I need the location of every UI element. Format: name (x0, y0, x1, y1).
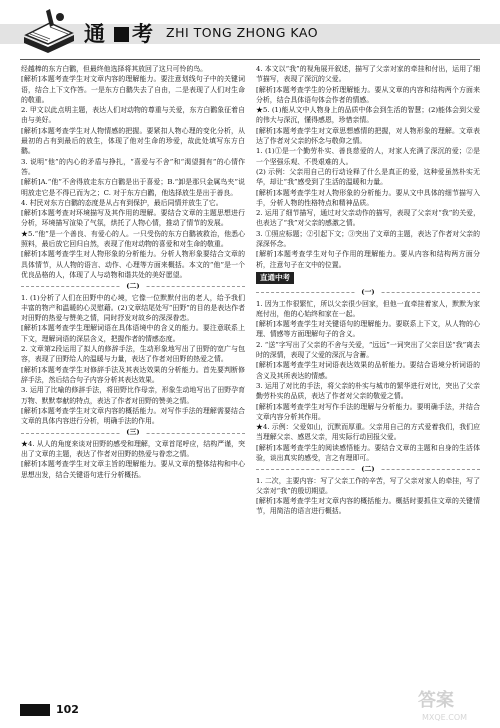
section-heading: (二) (21, 281, 245, 291)
analysis-paragraph: [解析]本题考查学生对词语表达效果的品析能力。要结合语境分析词语的含义及其所表达的情感。 (256, 361, 480, 380)
header-pinyin: ZHI TONG ZHONG KAO (166, 25, 319, 40)
paragraph: 1. (1)①是一个勤劳朴实、善良慈爱的人，对家人充满了深沉的爱；②是一个坚强乐观、不畏艰难的人。 (256, 147, 480, 166)
paragraph: ★4. 示例：父爱如山，沉默而厚重。父亲用自己的方式爱着我们，我们应当理解父亲、感恩父亲，用实际行动回报父爱。 (256, 423, 480, 442)
paragraph: ★4. 从人的角度来谈对田野的感受和理解，文章首尾呼应，结构严谨，突出了文章的主题，表达了作者对田野的热爱与眷恋之情。 (21, 439, 245, 458)
analysis-paragraph: [解析]本题考查学生对文章思想感情的把握，对人物形象的理解。文章表达了作者对父亲的怀念与敬仰之情。 (256, 126, 480, 146)
analysis-paragraph: [解析]本题考查学生对修辞手法及其表达效果的分析能力。首先要判断修辞手法，然后结合句子内容分析其表达效果。 (21, 365, 245, 384)
analysis-paragraph: [解析]本题考查学生对关键语句的理解能力。要联系上下文，从人物的心理、情感等方面理解句子的含义。 (256, 320, 480, 339)
zhitong-zhongkao-tag: 直通中考 (256, 272, 294, 284)
analysis-paragraph: [解析]本题考查学生对文章内容的理解能力。要注意划线句子中的关键词语，结合上下文作答。一是东方白鹳失去了自由，二是表现了人们对生命的敬重。 (21, 75, 245, 104)
paragraph: 1. 二次，主要内容：写了父亲工作的辛苦，写了父亲对家人的牵挂，写了父亲对“我”的殷切期望。 (256, 476, 480, 495)
watermark-logo-icon (416, 684, 490, 724)
paragraph: 3. 说明“他”的内心的矛盾与挣扎，“喜爱与不舍”和“渴望拥有”的心情作答。 (21, 157, 245, 176)
analysis-paragraph: [解析]本题考查学生的分析理解能力。要从文章的内容和结构两个方面来分析，结合具体语句体会作者的情感。 (256, 85, 480, 104)
section-heading: (三) (21, 427, 245, 437)
paragraph: 1. (1)分析了人们在田野中的心境，它像一位默默付出的老人，给予我们丰富的物产和温暖的心灵慰藉。(2)文章结尾处写“田野”的目的是表达作者对田野的热爱与赞美之情，同时抒发对故乡的深深眷恋。 (21, 293, 245, 323)
footer-block (20, 704, 50, 716)
paragraph: 经越棒的东方白鹳，但最终他选择将其放回了这只可怜的鸟。 (21, 65, 208, 73)
paragraph: 3. 运用了对比的手法，将父亲的朴实与城市的繁华进行对比，突出了父亲勤劳朴实的品质，表达了作者对父亲的敬爱之情。 (256, 381, 480, 401)
right-column (256, 64, 480, 517)
analysis-paragraph: [解析]本题考查学生对人物形象的分析能力。分析人物形象要结合文章的具体情节，从人物的语言、动作、心理等方面来概括。本文的“他”是一个优良品格的人，体现了人与动物和谐共处的美好愿望。 (21, 250, 245, 279)
section-heading: (一) (256, 287, 480, 297)
analysis-paragraph: [解析]本题考查学生对文章内容的概括能力。概括时要抓住文章的关键情节，用简洁的语言进行概括。 (256, 497, 480, 516)
analysis-paragraph: [解析]本题考查学生对写作手法的理解与分析能力。要明确手法，并结合文章内容分析其作用。 (256, 402, 480, 421)
paragraph: 4. 村民对东方白鹳的态度是从占有到保护，最后同情并放生了它。 (21, 198, 223, 207)
paragraph: ★5.“他”是一个善良、有爱心的人。一只受伤的东方白鹳被救治，他悉心照料，最后放它回归自然，表现了他对动物的喜爱和对生命的敬重。 (21, 229, 245, 249)
svg-text:答案: 答案 (418, 690, 454, 711)
analysis-paragraph: [解析]本题考查对环境描写及其作用的理解。要结合文章的主题思想进行分析，环境描写渲染了气氛，烘托了人物心情，推动了情节的发展。 (21, 209, 245, 228)
paragraph: 3. ①照应标题；②引起下文；③突出了文章的主题，表达了作者对父亲的深深怀念。 (256, 229, 480, 249)
paragraph: 2. 运用了细节描写，通过对父亲动作的描写，表现了父亲对“我”的关爱，也表达了“我”对父亲的感激之情。 (256, 209, 480, 228)
analysis-paragraph: [解析]A.“他”不舍得放走东方白鹳是出于喜爱；B.“卸是那只金属鸟夹”说明放走它是不得已而为之；C. 对于东方白鹳，他选择放生是出于善良。 (21, 178, 245, 197)
analysis-paragraph: [解析]本题考查学生对文章主旨的理解能力。要从文章的整体结构和中心思想出发，结合关键语句进行分析概括。 (21, 460, 245, 479)
analysis-paragraph: [解析]本题考查学生对文章内容的概括能力。对写作手法的理解需要结合文章的具体内容进行分析，明确手法的作用。 (21, 406, 245, 426)
analysis-paragraph: [解析]本题考查学生的阅读感悟能力。要结合文章的主题和自身的生活体验，谈出真实的感受，言之有理即可。 (256, 443, 480, 462)
left-column (21, 64, 245, 480)
header-title: 通 考 (84, 22, 159, 46)
paragraph: 2. “送”字写出了父亲的不舍与关爱，“远远”一词突出了父亲目送“我”离去时的深情，表现了父爱的深沉与含蓄。 (256, 340, 480, 360)
paragraph: ★5. (1)能从文中人物身上的品质中体会到生活的智慧；(2)能体会到父爱的伟大与深沉，懂得感恩，珍惜亲情。 (256, 106, 480, 125)
paragraph: 1. 因为工作很繁忙，所以父亲很少回家，但他一直牵挂着家人，默默为家庭付出，他的心始终和家在一起。 (256, 299, 480, 318)
book-logo-icon (20, 7, 78, 59)
paragraph: 3. 运用了比喻的修辞手法，将田野比作母亲，形象生动地写出了田野孕育万物、默默奉献的特点，表达了作者对田野的赞美之情。 (21, 386, 245, 405)
paragraph: 2. 文章第2段运用了拟人的修辞手法，生动形象地写出了田野的宽广与包容，表现了田野给人的温暖与力量，表达了作者对田野的热爱之情。 (21, 345, 245, 364)
page-number: 102 (56, 703, 79, 716)
analysis-paragraph: [解析]本题考查学生对人物情感的把握。要紧扣人物心理的变化分析，从最初的占有到最后的放生，体现了他对生命的珍爱，故此处填写东方白鹳。 (21, 126, 245, 156)
analysis-paragraph: [解析]本题考查学生对句子作用的理解能力。要从内容和结构两方面分析，注意句子在文中的位置。 (256, 250, 480, 269)
paragraph: (2) 示例：父亲用自己的行动诠释了什么是真正的爱，这种爱虽然朴实无华，却让“我”感受到了生活的温暖和力量。 (256, 167, 480, 187)
header-rule (20, 59, 480, 60)
analysis-paragraph: [解析]本题考查学生理解词语在具体语境中的含义的能力。要注意联系上下文，理解词语的深层含义，把握作者的情感态度。 (21, 324, 245, 343)
analysis-paragraph: [解析]本题考查学生对人物形象的分析能力。要从文中具体的细节描写入手，分析人物的性格特点和精神品质。 (256, 188, 480, 207)
paragraph: 4. 本文以“我”的视角展开叙述，描写了父亲对家的牵挂和付出，运用了细节描写，表现了深沉的父爱。 (256, 65, 480, 84)
section-heading: (二) (256, 464, 480, 474)
page-header (0, 0, 500, 62)
paragraph: 2. 甲文以此点明主题，表达人们对动物的尊重与关爱，东方白鹳象征着自由与美好。 (21, 106, 245, 125)
svg-text:MXQE.COM: MXQE.COM (422, 713, 468, 722)
